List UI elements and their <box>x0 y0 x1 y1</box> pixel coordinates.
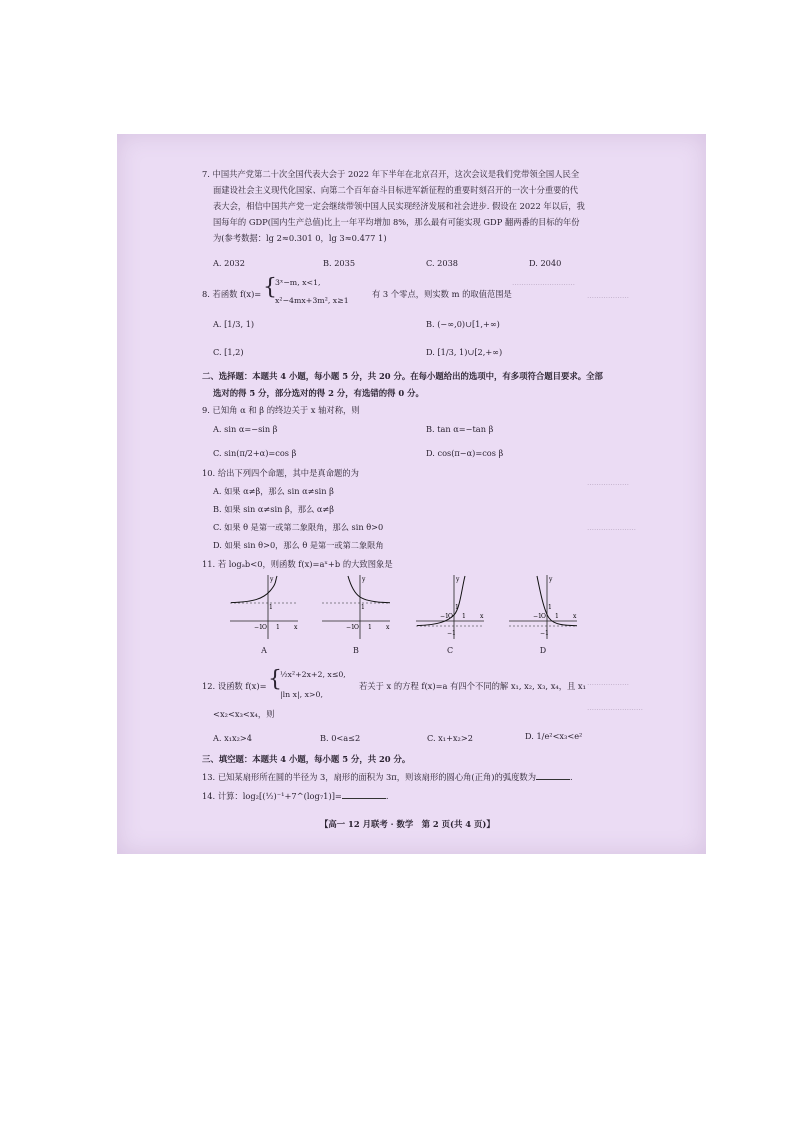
bleed-through-text: ……………………… <box>512 279 575 287</box>
q8-option-d: D. [1/3, 1)∪[2,+∞) <box>426 347 503 357</box>
q12-option-d: D. 1/e²<x₃<e² <box>525 731 583 741</box>
q7-option-b: B. 2035 <box>323 258 356 268</box>
q12-option-c: C. x₁+x₂>2 <box>427 733 473 743</box>
q8-option-c: C. [1,2) <box>213 347 244 357</box>
bleed-through-text: ……………… <box>587 292 629 300</box>
tick-label: 1 <box>462 613 466 620</box>
tick-label: 1 <box>269 604 273 611</box>
q8-option-b: B. (−∞,0)∪[1,+∞) <box>426 319 500 329</box>
axis-label-y: y <box>270 576 274 583</box>
tick-label: −1 <box>533 613 542 620</box>
page-footer: 【高一 12 月联考 · 数学 第 2 页(共 4 页)】 <box>320 819 495 829</box>
tick-label: 1 <box>368 624 372 631</box>
q10-stem: 10. 给出下列四个命题，其中是真命题的为 <box>202 468 359 478</box>
q8-case-2: x²−4mx+3m², x≥1 <box>275 296 349 305</box>
tick-label: 1 <box>361 604 365 611</box>
q12-case-1: ½x²+2x+2, x≤0, <box>280 670 346 679</box>
q7-option-c: C. 2038 <box>426 258 459 268</box>
q11-graph-a <box>228 573 300 643</box>
tick-label: 1 <box>276 624 280 631</box>
section-2-header: 选对的得 5 分，部分选对的得 2 分，有选错的得 0 分。 <box>213 388 424 398</box>
q14-answer-blank[interactable] <box>342 790 386 799</box>
tick-label: −1 <box>540 630 549 637</box>
tick-label: −1 <box>254 624 263 631</box>
axis-label-x: x <box>294 624 298 631</box>
origin-label: O <box>541 613 546 620</box>
q12-stem: 12. 设函数 f(x)= <box>202 681 267 691</box>
q13-text: 13. 已知某扇形所在圆的半径为 3，扇形的面积为 3π，则该扇形的圆心角(正角)的弧度数为 <box>202 772 536 782</box>
q11-graph-b <box>320 573 392 643</box>
bleed-through-text: ……………… <box>587 679 629 687</box>
q7-line: 国每年的 GDP(国内生产总值)比上一年平均增加 8%，那么最有可能实现 GDP 翻两番的目标的年份 <box>213 217 580 227</box>
q7-line: 7. 中国共产党第二十次全国代表大会于 2022 年下半年在北京召开，这次会议是我们党带领全国人民全 <box>202 169 580 179</box>
q10-option-a: A. 如果 α≠β，那么 sin α≠sin β <box>213 486 334 496</box>
origin-label: O <box>448 613 453 620</box>
tick-label: −1 <box>447 630 456 637</box>
q12-option-b: B. 0<a≤2 <box>320 733 361 743</box>
q11-graph-label-d: D <box>539 646 547 655</box>
tick-label: 1 <box>548 604 552 611</box>
q9-option-d: D. cos(π−α)=cos β <box>426 448 504 458</box>
axis-label-y: y <box>549 576 553 583</box>
tick-label: 1 <box>555 613 559 620</box>
tick-label: −1 <box>440 613 449 620</box>
bleed-through-text: …………………… <box>587 704 643 712</box>
q11-graph-c <box>414 573 486 643</box>
q8-stem: 8. 若函数 f(x)= <box>202 289 262 299</box>
q14-text: 14. 计算：log₂[(½)⁻¹+7^(log₇1)]= <box>202 791 342 801</box>
q8-brace: { <box>263 275 277 300</box>
q7-line: 为(参考数据：lg 2≈0.301 0，lg 3≈0.477 1) <box>213 233 387 243</box>
tick-label: −1 <box>346 624 355 631</box>
bleed-through-text: ………………… <box>587 524 636 532</box>
q10-option-b: B. 如果 sin α≠sin β，那么 α≠β <box>213 504 335 514</box>
origin-label: O <box>262 624 267 631</box>
q14-period: . <box>385 791 389 801</box>
q7-option-a: A. 2032 <box>213 258 245 268</box>
axis-label-y: y <box>456 576 460 583</box>
q7-line: 表大会，相信中国共产党一定会继续带领中国人民实现经济发展和社会进步. 假设在 2022 年以后，我 <box>213 201 585 211</box>
q9-option-a: A. sin α=−sin β <box>213 424 278 434</box>
axis-label-y: y <box>362 576 366 583</box>
q7-option-d: D. 2040 <box>529 258 562 268</box>
section-3-header: 三、填空题：本题共 4 小题，每小题 5 分，共 20 分。 <box>202 754 411 764</box>
q12-case-2: |ln x|, x>0, <box>280 690 323 699</box>
q12-option-a: A. x₁x₂>4 <box>213 733 252 743</box>
scanned-page <box>117 134 706 854</box>
q11-graph-label-c: C <box>446 646 454 655</box>
q12-stem-cont: <x₂<x₃<x₄，则 <box>213 709 275 719</box>
bleed-through-text: ……………… <box>587 479 629 487</box>
q13-stem: 13. 已知某扇形所在圆的半径为 3，扇形的面积为 3π，则该扇形的圆心角(正角)的弧度数为 . <box>202 772 573 782</box>
q9-option-b: B. tan α=−tan β <box>426 424 494 434</box>
tick-label: 1 <box>455 604 459 611</box>
q11-graph-label-a: A <box>261 646 267 655</box>
q12-brace: { <box>268 667 282 692</box>
axis-label-x: x <box>386 624 390 631</box>
q8-stem-end: 有 3 个零点，则实数 m 的取值范围是 <box>372 289 512 299</box>
function-curve <box>348 576 390 603</box>
q9-option-c: C. sin(π/2+α)=cos β <box>213 448 297 458</box>
axis-label-x: x <box>573 613 577 620</box>
q11-graph-label-b: B <box>353 646 359 655</box>
q11-graph-d <box>507 573 579 643</box>
origin-label: O <box>354 624 359 631</box>
q9-stem: 9. 已知角 α 和 β 的终边关于 x 轴对称，则 <box>202 405 360 415</box>
axis-label-x: x <box>480 613 484 620</box>
q8-case-1: 3ˣ−m, x<1, <box>275 278 321 287</box>
q10-option-d: D. 如果 sin θ>0，那么 θ 是第一或第二象限角 <box>213 540 384 550</box>
q12-stem-end: 若关于 x 的方程 f(x)=a 有四个不同的解 x₁, x₂, x₃, x₄，且 x₁ <box>359 681 586 691</box>
section-2-header: 二、选择题：本题共 4 小题，每小题 5 分，共 20 分。在每小题给出的选项中，有多项符合题目要求。全部 <box>202 371 603 381</box>
q7-line: 面建设社会主义现代化国家、向第二个百年奋斗目标进军新征程的重要时刻召开的一次十分重要的代 <box>213 185 579 195</box>
q14-stem <box>202 790 389 802</box>
q13-answer-blank[interactable] <box>536 771 570 780</box>
q10-option-c: C. 如果 θ 是第一或第二象限角，那么 sin θ>0 <box>213 522 384 532</box>
q11-stem: 11. 若 logₐb<0，则函数 f(x)=aˣ+b 的大致图象是 <box>202 559 393 569</box>
q8-option-a: A. [1/3, 1) <box>213 319 255 329</box>
